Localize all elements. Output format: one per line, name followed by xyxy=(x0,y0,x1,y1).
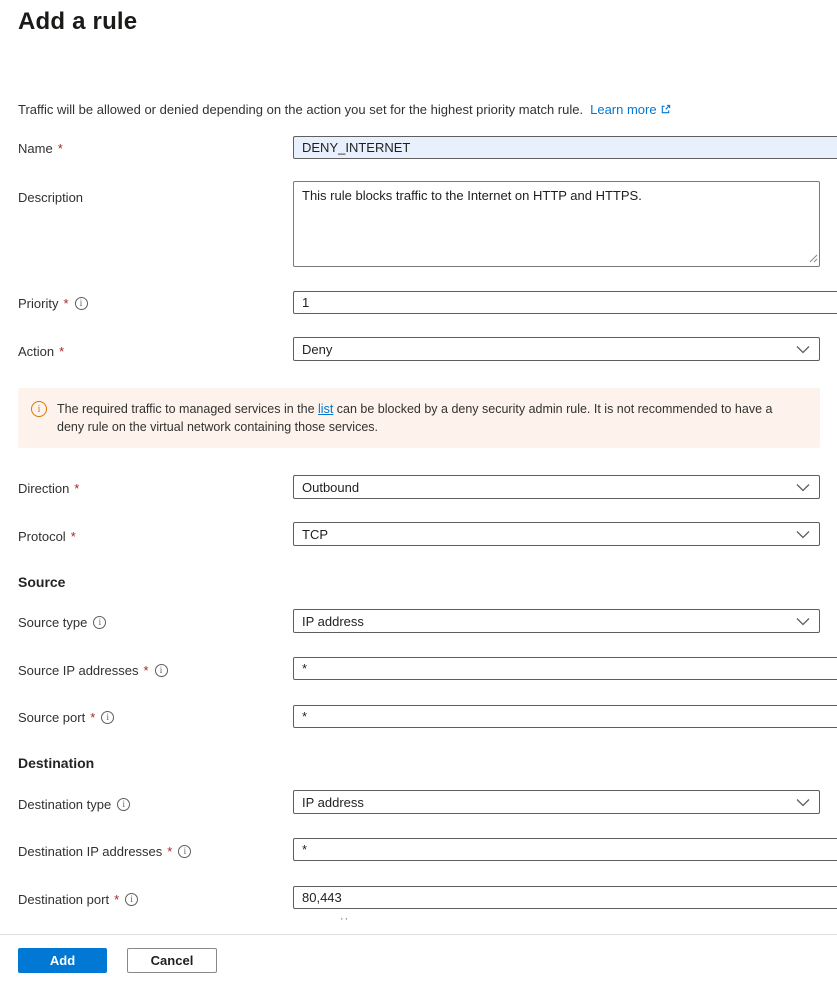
destination-ip-label-row xyxy=(18,843,191,859)
direction-selected-value: Outbound xyxy=(302,479,360,495)
required-asterisk: * xyxy=(74,480,80,496)
info-icon[interactable] xyxy=(101,711,114,724)
chevron-down-icon xyxy=(796,480,810,495)
info-icon[interactable] xyxy=(93,616,106,629)
required-asterisk: * xyxy=(59,343,65,359)
external-link-icon xyxy=(660,103,671,118)
info-icon[interactable] xyxy=(75,297,88,310)
description-textarea[interactable] xyxy=(293,181,820,267)
source-port-label-row xyxy=(18,709,114,725)
protocol-select[interactable] xyxy=(293,522,820,546)
chevron-down-icon xyxy=(796,527,810,542)
chevron-down-icon xyxy=(796,342,810,357)
direction-label: Direction xyxy=(18,480,70,496)
required-asterisk: * xyxy=(143,662,149,678)
source-port-label: Source port xyxy=(18,709,86,725)
required-asterisk: * xyxy=(114,891,120,907)
destination-section-heading: Destination xyxy=(18,755,95,771)
destination-port-input[interactable] xyxy=(293,886,837,909)
destination-type-label: Destination type xyxy=(18,796,112,812)
required-asterisk: * xyxy=(57,140,63,156)
banner-list-link[interactable]: list xyxy=(318,402,334,416)
cancel-button[interactable]: Cancel xyxy=(127,948,217,973)
priority-input[interactable] xyxy=(293,291,837,314)
destination-type-select[interactable] xyxy=(293,790,820,814)
warning-info-icon xyxy=(31,401,47,417)
description-label: Description xyxy=(18,189,84,205)
protocol-selected-value: TCP xyxy=(302,526,328,542)
protocol-label: Protocol xyxy=(18,528,66,544)
action-label-row xyxy=(18,343,64,359)
source-ip-input[interactable] xyxy=(293,657,837,680)
destination-port-label-row xyxy=(18,891,138,907)
chevron-down-icon xyxy=(796,795,810,810)
source-ip-label: Source IP addresses xyxy=(18,662,139,678)
warning-banner xyxy=(18,388,820,448)
protocol-label-row xyxy=(18,528,76,544)
name-label: Name xyxy=(18,140,53,156)
info-icon[interactable] xyxy=(178,845,191,858)
source-type-selected-value: IP address xyxy=(302,613,364,629)
required-asterisk: * xyxy=(90,709,96,725)
info-icon[interactable] xyxy=(125,893,138,906)
source-ip-label-row xyxy=(18,662,168,678)
source-type-label: Source type xyxy=(18,614,88,630)
info-icon[interactable] xyxy=(117,798,130,811)
destination-ip-label: Destination IP addresses xyxy=(18,843,163,859)
description-field xyxy=(293,181,820,272)
name-input[interactable] xyxy=(293,136,837,159)
description-label-row xyxy=(18,189,83,205)
source-type-select[interactable] xyxy=(293,609,820,633)
priority-label: Priority xyxy=(18,295,59,311)
source-section-heading: Source xyxy=(18,574,66,590)
destination-ip-input[interactable] xyxy=(293,838,837,861)
action-selected-value: Deny xyxy=(302,341,333,357)
banner-text-after: can be blocked by a deny security admin rule. It is not recommended to have a deny rule on the virtual network containing those services. xyxy=(57,402,773,434)
learn-more-label: Learn more xyxy=(590,102,657,117)
chevron-down-icon xyxy=(796,614,810,629)
direction-select[interactable] xyxy=(293,475,820,499)
direction-label-row xyxy=(18,480,79,496)
source-port-input[interactable] xyxy=(293,705,837,728)
required-asterisk: * xyxy=(167,843,173,859)
resize-dots: ·· xyxy=(340,913,350,925)
name-label-row xyxy=(18,140,63,156)
learn-more-link[interactable] xyxy=(590,102,670,117)
info-icon[interactable] xyxy=(155,664,168,677)
banner-text-before: The required traffic to managed services in the xyxy=(57,402,319,416)
warning-banner-text xyxy=(57,400,800,436)
priority-label-row xyxy=(18,295,88,311)
footer-divider xyxy=(0,934,837,935)
source-type-label-row xyxy=(18,614,106,630)
intro-text xyxy=(18,102,671,118)
intro-sentence: Traffic will be allowed or denied depending on the action you set for the highest priority match rule. xyxy=(18,102,584,117)
required-asterisk: * xyxy=(63,295,69,311)
action-select[interactable] xyxy=(293,337,820,361)
action-label: Action xyxy=(18,343,55,359)
destination-type-selected-value: IP address xyxy=(302,794,364,810)
required-asterisk: * xyxy=(70,528,76,544)
destination-port-label: Destination port xyxy=(18,891,110,907)
page-title: Add a rule xyxy=(18,8,138,35)
add-button[interactable]: Add xyxy=(18,948,107,973)
destination-type-label-row xyxy=(18,796,130,812)
